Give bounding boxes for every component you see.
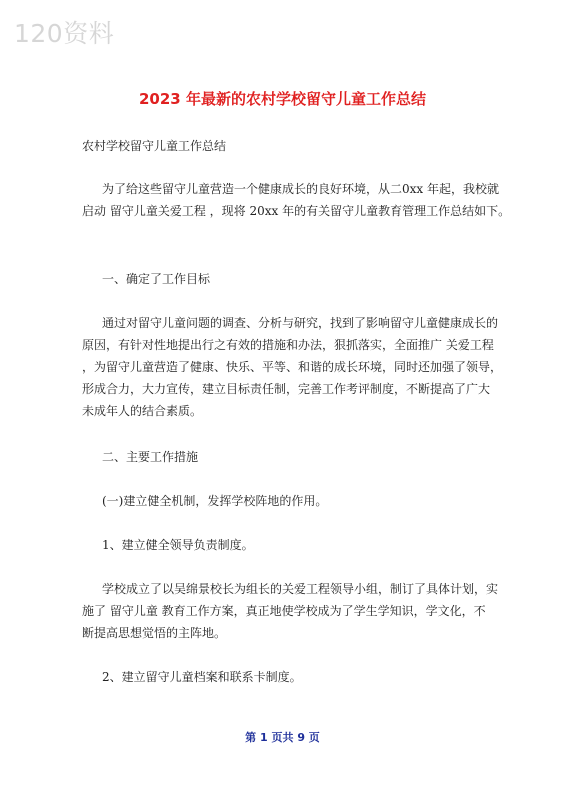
paragraph-line: 学校成立了以吴绵景校长为组长的关爱工程领导小组，制订了具体计划，实 bbox=[102, 582, 499, 596]
list-item-records bbox=[102, 666, 512, 688]
paragraph-line: 为了给这些留守儿童营造一个健康成长的良好环境，从二0xx 年起，我校就 bbox=[102, 182, 499, 196]
subheading-text: (一)建立健全机制，发挥学校阵地的作用。 bbox=[102, 494, 328, 508]
subsection-heading bbox=[102, 490, 512, 512]
paragraph-goals bbox=[82, 312, 503, 422]
watermark-logo: 120资料 bbox=[14, 19, 115, 48]
paragraph-line: ，为留守儿童营造了健康、快乐、平等、和谐的成长环境，同时还加强了领导， bbox=[82, 360, 503, 374]
paragraph-line: 断提高思想觉悟的主阵地。 bbox=[82, 626, 227, 640]
paragraph-intro bbox=[82, 178, 511, 222]
paragraph-leadership bbox=[82, 578, 502, 644]
paragraph-line: 施了 留守儿童 教育工作方案，真正地使学校成为了学生学知识，学文化，不 bbox=[82, 604, 486, 618]
list-item-text: 1、建立健全领导负责制度。 bbox=[102, 538, 254, 552]
paragraph-line: 形成合力，大力宣传，建立目标责任制，完善工作考评制度，不断提高了广大 bbox=[82, 382, 491, 396]
document-subtitle bbox=[82, 135, 492, 157]
list-item-leadership bbox=[102, 534, 512, 556]
document-title: 2023 年最新的农村学校留守儿童工作总结 bbox=[139, 90, 426, 108]
subtitle-text: 农村学校留守儿童工作总结 bbox=[82, 139, 227, 153]
page-number-footer: 第 1 页共 9 页 bbox=[245, 731, 320, 744]
heading-text: 二、主要工作措施 bbox=[102, 450, 199, 464]
section-heading-measures bbox=[102, 446, 512, 468]
section-heading-goals bbox=[102, 268, 512, 290]
paragraph-line: 通过对留守儿童问题的调查、分析与研究，找到了影响留守儿童健康成长的 bbox=[102, 316, 499, 330]
paragraph-line: 未成年人的结合素质。 bbox=[82, 404, 203, 418]
paragraph-line: 启动 留守儿童关爱工程 ，现将 20xx 年的有关留守儿童教育管理工作总结如下。 bbox=[82, 204, 511, 218]
paragraph-line: 原因，有针对性地提出行之有效的措施和办法，狠抓落实，全面推广 关爱工程 bbox=[82, 338, 494, 352]
heading-text: 一、确定了工作目标 bbox=[102, 272, 211, 286]
list-item-text: 2、建立留守儿童档案和联系卡制度。 bbox=[102, 670, 302, 684]
